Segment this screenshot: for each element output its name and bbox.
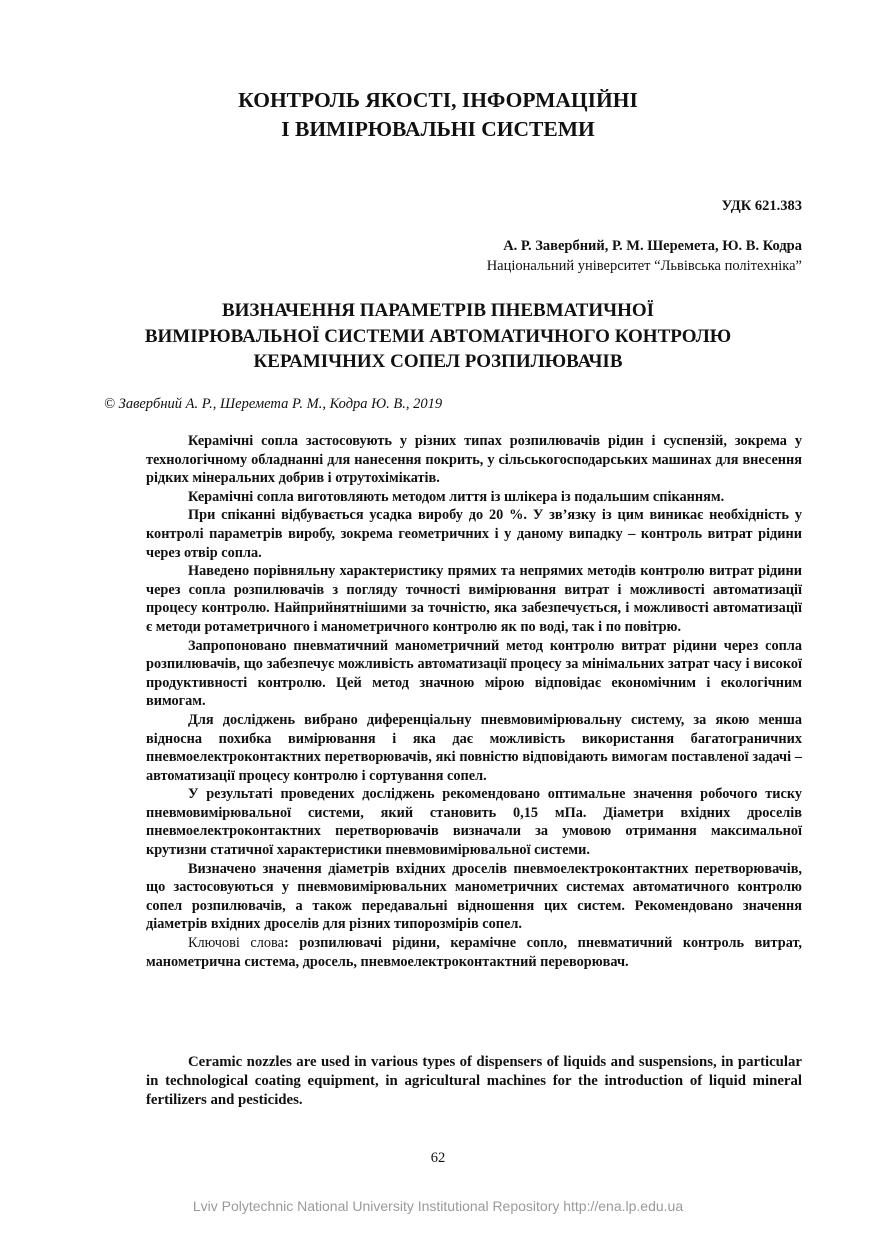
keywords-text: : розпилювачі рідини, керамічне сопло, пневматичний контроль витрат, манометрична система, дросель, пневмоелектроконтактний переворювач. (146, 935, 802, 970)
abstract-paragraph: У результаті проведених досліджень рекомендовано оптимальне значення робочого тиску пневмовимірювальної системи, який становить 0,15 мПа. Діаметри вхідних дроселів пневмоелектроконтактних перетворювачів визначали за умовою отримання максимальної крутизни статичної характеристики пневмовимірювальної системи. (146, 786, 802, 859)
abstract-paragraph: При спіканні відбувається усадка виробу до 20 %. У зв’язку із цим виникає необхідність у контролі параметрів виробу, зокрема геометричних і у даному випадку – контроль витрат рідини через отвір сопла. (146, 507, 802, 561)
abstract-paragraph: Керамічні сопла застосовують у різних типах розпилювачів рідин і суспензій, зокрема у технологічному обладнанні для нанесення покрить, у сільськогосподарських машинах для внесення рідких мінеральних добрив і отрутохімікатів. (146, 433, 802, 487)
abstract-paragraph: Керамічні сопла виготовляють методом лиття із шлікера із подальшим спіканням. (188, 488, 725, 505)
section-heading (0, 86, 876, 144)
author-names: А. Р. Завербний, Р. М. Шеремета, Ю. В. Кодра (503, 238, 802, 254)
keywords (146, 934, 802, 971)
abstract-english (146, 1053, 802, 1110)
abstract-english-paragraph: Ceramic nozzles are used in various types of dispensers of liquids and suspensions, in particular in technological coating equipment, in agricultural machines for the introduction of liquid mineral fertilizers and pesticides. (146, 1054, 802, 1108)
paper-title-line-1: ВИЗНАЧЕННЯ ПАРАМЕТРІВ ПНЕВМАТИЧНОЇ (221, 300, 655, 321)
page-number: 62 (430, 1150, 446, 1166)
section-heading-line-2: І ВИМІРЮВАЛЬНІ СИСТЕМИ (281, 117, 595, 141)
abstract-paragraph: Наведено порівняльну характеристику прямих та непрямих методів контролю витрат рідини через сопла розпилювачів з погляду точності вимірювання витрат і можливості автоматизації процесу контролю. Найприйнятнішими за точністю, яка забезпечується, і можливості автоматизації є методи ротаметричного і манометричного контролю як по воді, так і по повітрю. (146, 563, 802, 635)
keywords-label: Ключові слова (188, 935, 284, 952)
paper-title-line-3: КЕРАМІЧНИХ СОПЕЛ РОЗПИЛЮВАЧІВ (253, 351, 623, 372)
abstract-paragraph: Для досліджень вибрано диференціальну пневмовимірювальну систему, за якою менша відносна похибка вимірювання і яка дає можливість використання багатограничних пневмоелектроконтактних перетворювачів, які повністю відповідають вимогам поставленої задачі – автоматизації процесу контролю і сортування сопел. (146, 711, 802, 784)
author-affiliation: Національний університет “Львівська політехніка” (486, 258, 802, 274)
authors-block (487, 236, 802, 276)
udk-code: УДК 621.383 (721, 198, 802, 214)
paper-title-line-2: ВИМІРЮВАЛЬНОЇ СИСТЕМИ АВТОМАТИЧНОГО КОНТРОЛЮ (144, 325, 732, 347)
abstract-paragraph: Визначено значення діаметрів вхідних дроселів пневмоелектроконтактних перетворювачів, що застосовуються у пневмовимірювальних манометричних системах автоматичного контролю сопел розпилювачів, а також передавальні відношення цих систем. Рекомендовано значення діаметрів вхідних дроселів для різних типорозмірів сопел. (146, 860, 802, 933)
abstract-paragraph: Запропоновано пневматичний манометричний метод контролю витрат рідини через сопла розпилювачів, що забезпечує можливість автоматизації процесу за мінімальних затрат часу і високої продуктивності контролю. Цей метод значною мірою відповідає економічним і екологічним вимогам. (146, 637, 802, 710)
repository-footer: Lviv Polytechnic National University Institutional Repository http://ena.lp.edu.ua (192, 1198, 684, 1214)
section-heading-line-1: КОНТРОЛЬ ЯКОСТІ, ІНФОРМАЦІЙНІ (238, 88, 638, 112)
paper-title (0, 298, 876, 375)
abstract-ukrainian (146, 432, 802, 971)
copyright-line: © Завербний А. Р., Шеремета Р. М., Кодра Ю. В., 2019 (104, 396, 443, 412)
